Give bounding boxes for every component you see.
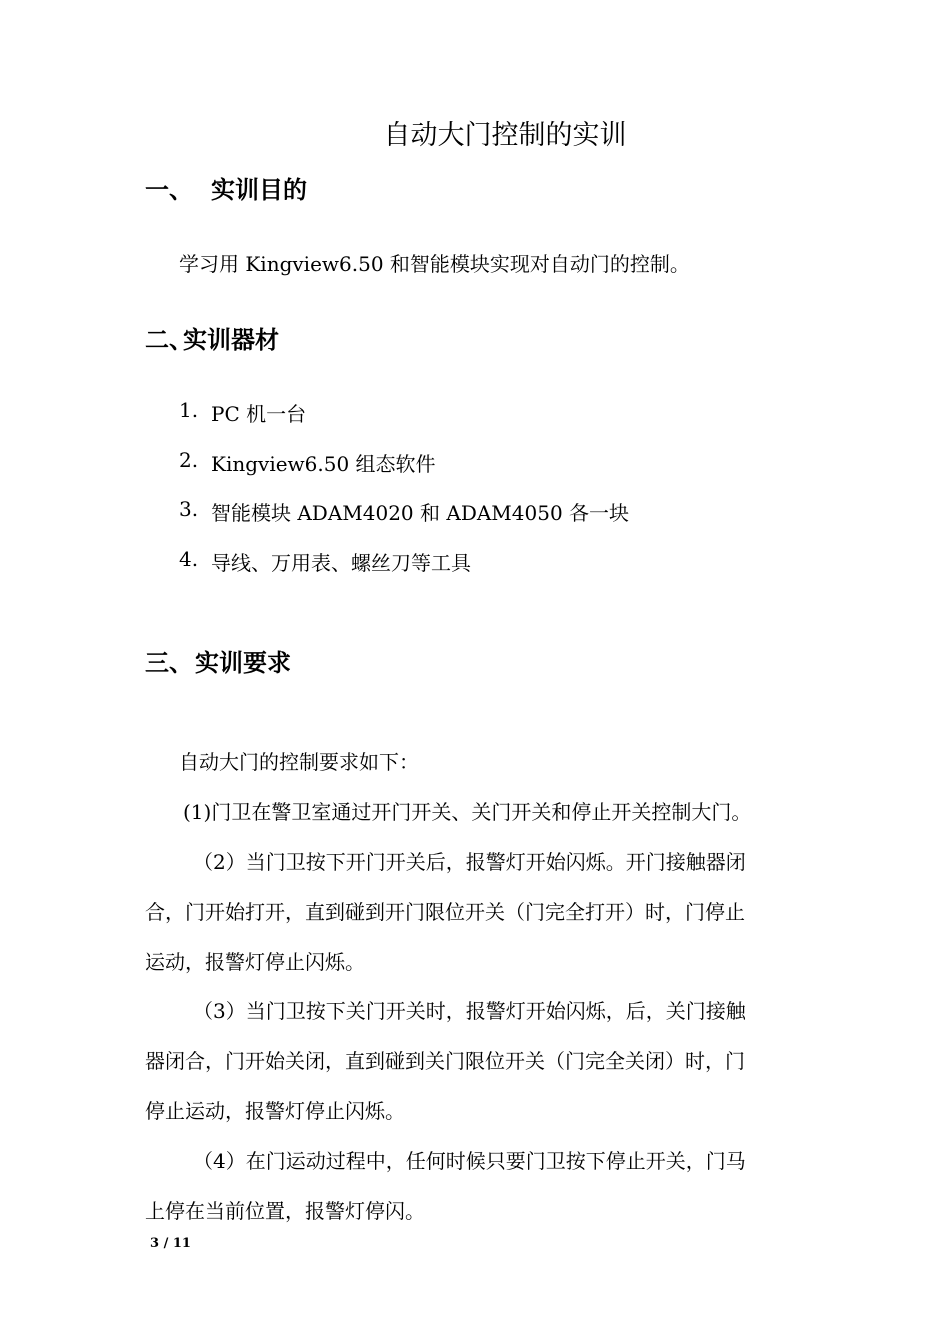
requirement-2-line-3: 运动，报警灯停止闪烁。	[145, 950, 365, 974]
requirement-3-line-1: （3）当门卫按下关门开关时，报警灯开始闪烁，后，关门接触	[193, 999, 746, 1023]
equipment-item-4-text: 导线、万用表、螺丝刀等工具	[211, 551, 471, 575]
requirements-intro: 自动大门的控制要求如下：	[179, 750, 419, 774]
section-1-title: 实训目的	[211, 176, 307, 204]
equipment-item-2-number: 2.	[179, 448, 199, 472]
equipment-item-3-text: 智能模块 ADAM4020 和 ADAM4050 各一块	[211, 501, 630, 525]
equipment-item-1-text: PC 机一台	[211, 402, 307, 426]
equipment-item-3-number: 3.	[179, 497, 199, 521]
equipment-item-2-text: Kingview6.50 组态软件	[211, 452, 436, 476]
section-3-title: 实训要求	[195, 649, 291, 677]
requirement-4-line-1: （4）在门运动过程中，任何时候只要门卫按下停止开关，门马	[193, 1149, 746, 1173]
requirement-3-line-3: 停止运动，报警灯停止闪烁。	[145, 1099, 405, 1123]
purpose-text: 学习用 Kingview6.50 和智能模块实现对自动门的控制。	[179, 252, 690, 276]
section-3-number: 三、	[145, 649, 193, 677]
requirement-4-line-2: 上停在当前位置，报警灯停闪。	[145, 1199, 425, 1223]
requirement-2-line-1: （2）当门卫按下开门开关后，报警灯开始闪烁。开门接触器闭	[193, 850, 746, 874]
page-number: 3 / 11	[150, 1236, 191, 1251]
section-2-number: 二、	[145, 326, 193, 354]
equipment-item-1-number: 1.	[179, 398, 199, 422]
section-1-number: 一、	[145, 176, 193, 204]
document-title: 自动大门控制的实训	[383, 120, 627, 151]
section-2-title: 实训器材	[183, 326, 279, 354]
requirement-3-line-2: 器闭合，门开始关闭，直到碰到关门限位开关（门完全关闭）时，门	[145, 1049, 745, 1073]
equipment-item-4-number: 4.	[179, 547, 199, 571]
requirement-1: (1)门卫在警卫室通过开门开关、关门开关和停止开关控制大门。	[183, 800, 752, 824]
requirement-2-line-2: 合，门开始打开，直到碰到开门限位开关（门完全打开）时，门停止	[145, 900, 745, 924]
